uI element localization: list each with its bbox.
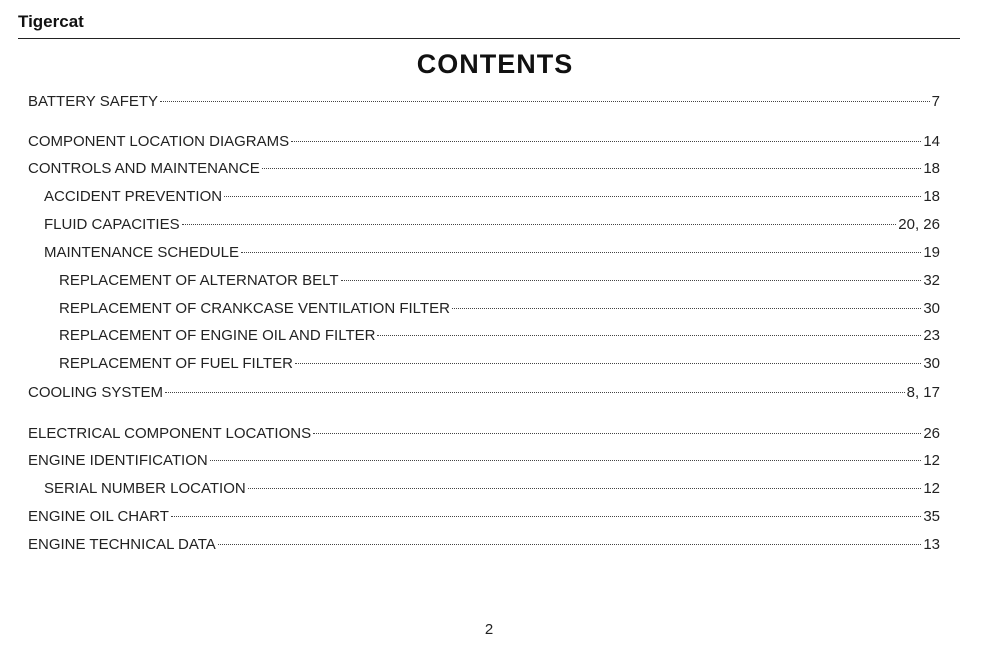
toc-entry[interactable] (28, 507, 940, 527)
toc-entry-page: 26 (923, 425, 940, 442)
toc-entry[interactable] (44, 187, 940, 207)
toc-entry[interactable] (28, 424, 940, 444)
toc-leader-dots (262, 168, 922, 169)
toc-entry[interactable] (59, 271, 940, 291)
toc-entry[interactable] (28, 451, 940, 471)
toc-entry-label: REPLACEMENT OF ENGINE OIL AND FILTER (59, 327, 376, 344)
toc-leader-dots (291, 141, 921, 142)
toc-leader-dots (241, 252, 921, 253)
toc-entry-page: 30 (923, 300, 940, 317)
toc-entry[interactable] (44, 479, 940, 499)
brand-name: Tigercat (18, 12, 84, 31)
toc-leader-dots (341, 280, 922, 281)
toc-entry[interactable] (44, 243, 940, 263)
toc-entry-page: 32 (923, 272, 940, 289)
toc-entry-page: 18 (923, 188, 940, 205)
toc-entry-page: 13 (923, 536, 940, 553)
toc-entry-page: 14 (923, 133, 940, 150)
toc-entry-label: CONTROLS AND MAINTENANCE (28, 160, 260, 177)
page-number: 2 (484, 621, 494, 638)
toc-entry-page: 12 (923, 480, 940, 497)
toc-leader-dots (248, 488, 922, 489)
toc-entry-page: 35 (923, 508, 940, 525)
toc-leader-dots (160, 101, 930, 102)
toc-entry[interactable] (44, 215, 940, 235)
toc-entry-label: ENGINE TECHNICAL DATA (28, 536, 216, 553)
toc-entry-label: REPLACEMENT OF CRANKCASE VENTILATION FILTER (59, 300, 450, 317)
toc-leader-dots (165, 392, 905, 393)
toc-entry-label: COMPONENT LOCATION DIAGRAMS (28, 133, 290, 150)
toc-entry-page: 12 (923, 452, 940, 469)
toc-entry-page: 8, 17 (906, 384, 940, 401)
toc-entry-page: 30 (923, 355, 940, 372)
toc-entry-page: 7 (931, 93, 940, 110)
toc-entry-label: REPLACEMENT OF FUEL FILTER (59, 355, 293, 372)
toc-entry-page: 23 (923, 327, 940, 344)
toc-entry-label: ENGINE IDENTIFICATION (28, 452, 208, 469)
toc-entry-label: ELECTRICAL COMPONENT LOCATIONS (28, 425, 312, 442)
toc-entry[interactable] (28, 535, 940, 555)
toc-entry-label: SERIAL NUMBER LOCATION (44, 480, 246, 497)
toc-entry-page: 20, 26 (898, 216, 940, 233)
toc-entry[interactable] (59, 299, 940, 319)
toc-entry-label: BATTERY SAFETY (28, 93, 159, 110)
toc-leader-dots (295, 363, 921, 364)
toc-leader-dots (377, 335, 921, 336)
toc-leader-dots (182, 224, 897, 225)
toc-leader-dots (218, 544, 922, 545)
toc-entry-label: ACCIDENT PREVENTION (44, 188, 223, 205)
toc-entry-label: ENGINE OIL CHART (28, 508, 169, 525)
toc-leader-dots (210, 460, 922, 461)
toc-leader-dots (313, 433, 921, 434)
toc-entry-label: MAINTENANCE SCHEDULE (44, 244, 240, 261)
toc-entry[interactable] (59, 326, 940, 346)
toc-entry-label: COOLING SYSTEM (28, 384, 164, 401)
toc-leader-dots (224, 196, 921, 197)
toc-entry[interactable] (59, 354, 940, 374)
toc-leader-dots (171, 516, 921, 517)
toc-entry[interactable] (28, 383, 940, 403)
toc-leader-dots (452, 308, 921, 309)
toc-entry-page: 19 (923, 244, 940, 261)
toc-entry-page: 18 (923, 160, 940, 177)
toc-entry-label: REPLACEMENT OF ALTERNATOR BELT (59, 272, 339, 289)
toc-entry-label: FLUID CAPACITIES (44, 216, 180, 233)
toc-entry[interactable] (28, 132, 940, 152)
toc-entry[interactable] (28, 159, 940, 179)
page-title: CONTENTS (416, 49, 574, 79)
toc-entry[interactable] (28, 92, 940, 112)
